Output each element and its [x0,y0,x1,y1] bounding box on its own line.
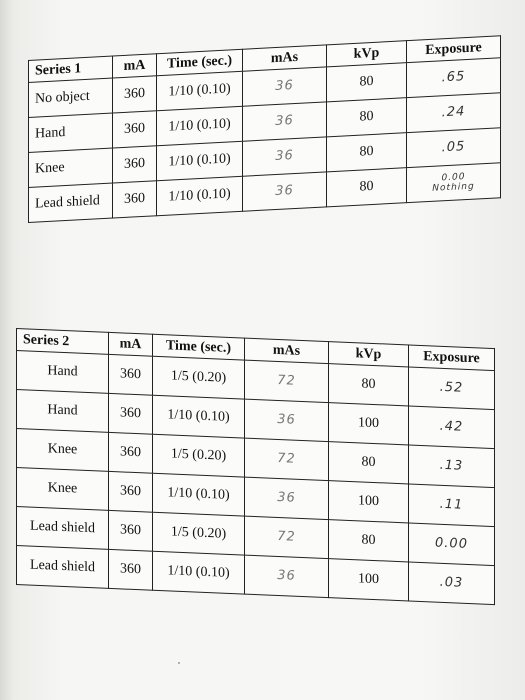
exposure-cell [407,128,501,168]
exposure-note-handwritten: Nothing [432,181,475,194]
time-cell: 1/10 (0.10) [153,395,245,438]
series1-header-mas: mAs [243,45,327,71]
ma-cell: 360 [109,354,153,395]
row-label: Hand [17,390,109,433]
kvp-cell: 80 [327,98,407,137]
time-cell: 1/10 (0.10) [153,551,245,594]
kvp-cell: 100 [329,559,409,601]
mas-cell [243,102,327,141]
series2-header-mas: mAs [245,338,329,364]
series1-header-series: Series 1 [29,56,113,82]
row-label: Knee [17,468,109,511]
ma-cell: 360 [109,432,153,473]
mas-cell [243,67,327,106]
exposure-handwritten: .11 [439,496,464,513]
exposure-cell [407,163,501,203]
ma-cell: 360 [109,510,153,551]
mas-cell [245,555,329,598]
ma-cell: 360 [113,181,157,218]
ma-cell: 360 [109,471,153,512]
mas-handwritten: 36 [275,78,294,95]
exposure-cell [409,523,495,566]
row-label: Knee [29,148,113,187]
mas-handwritten: 36 [277,489,296,506]
row-label: Hand [29,113,113,152]
row-label: Lead shield [17,507,109,550]
kvp-cell: 80 [329,520,409,562]
ma-cell: 360 [113,76,157,113]
mas-handwritten: 36 [277,411,296,428]
kvp-cell: 80 [329,442,409,484]
mas-handwritten: 72 [277,372,296,389]
exposure-cell [409,445,495,488]
mas-cell [245,399,329,442]
time-cell: 1/5 (0.20) [153,434,245,477]
series1-header-kvp: kVp [327,41,407,67]
kvp-cell: 80 [327,133,407,172]
page-edge-shadow [0,0,14,700]
kvp-cell: 80 [329,364,409,406]
exposure-cell [407,58,501,98]
kvp-cell: 100 [329,403,409,445]
ma-cell: 360 [109,393,153,434]
mas-handwritten: 36 [277,567,296,584]
time-cell: 1/5 (0.20) [153,512,245,555]
mas-cell [245,360,329,403]
time-cell: 1/10 (0.10) [157,106,243,146]
series1-header-ma: mA [113,54,157,78]
series1-header-exposure: Exposure [407,36,501,63]
series2-header-time: Time (sec.) [153,334,245,360]
mas-cell [245,516,329,559]
kvp-cell: 80 [327,63,407,102]
exposure-handwritten: .24 [441,104,466,121]
exposure-cell [407,93,501,133]
series1-header-time: Time (sec.) [157,49,243,76]
paper-speck [178,662,180,664]
exposure-handwritten: .42 [439,418,464,435]
kvp-cell: 100 [329,481,409,523]
exposure-handwritten: .03 [439,574,464,591]
exposure-cell [409,367,495,410]
row-label: No object [29,78,113,117]
time-cell: 1/10 (0.10) [157,71,243,111]
series2-header-series: Series 2 [17,329,109,355]
exposure-handwritten: .52 [439,379,464,396]
mas-handwritten: 72 [277,528,296,545]
ma-cell: 360 [109,549,153,590]
time-cell: 1/10 (0.10) [153,473,245,516]
mas-handwritten: 72 [277,450,296,467]
ma-cell: 360 [113,146,157,183]
row-label: Knee [17,429,109,472]
exposure-cell [409,406,495,449]
row-label: Hand [17,351,109,394]
row-label: Lead shield [29,183,113,222]
mas-handwritten: 36 [275,113,294,130]
row-label: Lead shield [17,546,109,589]
time-cell: 1/10 (0.10) [157,141,243,181]
kvp-cell: 80 [327,168,407,207]
mas-cell [245,477,329,520]
mas-cell [245,438,329,481]
ma-cell: 360 [113,111,157,148]
time-cell: 1/5 (0.20) [153,356,245,399]
exposure-handwritten: .05 [441,139,466,156]
exposure-handwritten: 0.00 [435,535,468,552]
series2-header-exposure: Exposure [409,345,495,371]
series2-header-ma: mA [109,332,153,356]
exposure-handwritten: .13 [439,457,464,474]
mas-handwritten: 36 [275,148,294,165]
mas-cell [243,137,327,176]
exposure-handwritten: .65 [441,69,466,86]
exposure-handwritten: 0.00 [441,172,466,184]
mas-cell [243,172,327,211]
time-cell: 1/10 (0.10) [157,176,243,216]
series1-table [28,35,501,223]
exposure-cell [409,562,495,605]
mas-handwritten: 36 [275,183,294,200]
series2-table [16,328,495,605]
series2-header-kvp: kVp [329,342,409,367]
exposure-cell [409,484,495,527]
